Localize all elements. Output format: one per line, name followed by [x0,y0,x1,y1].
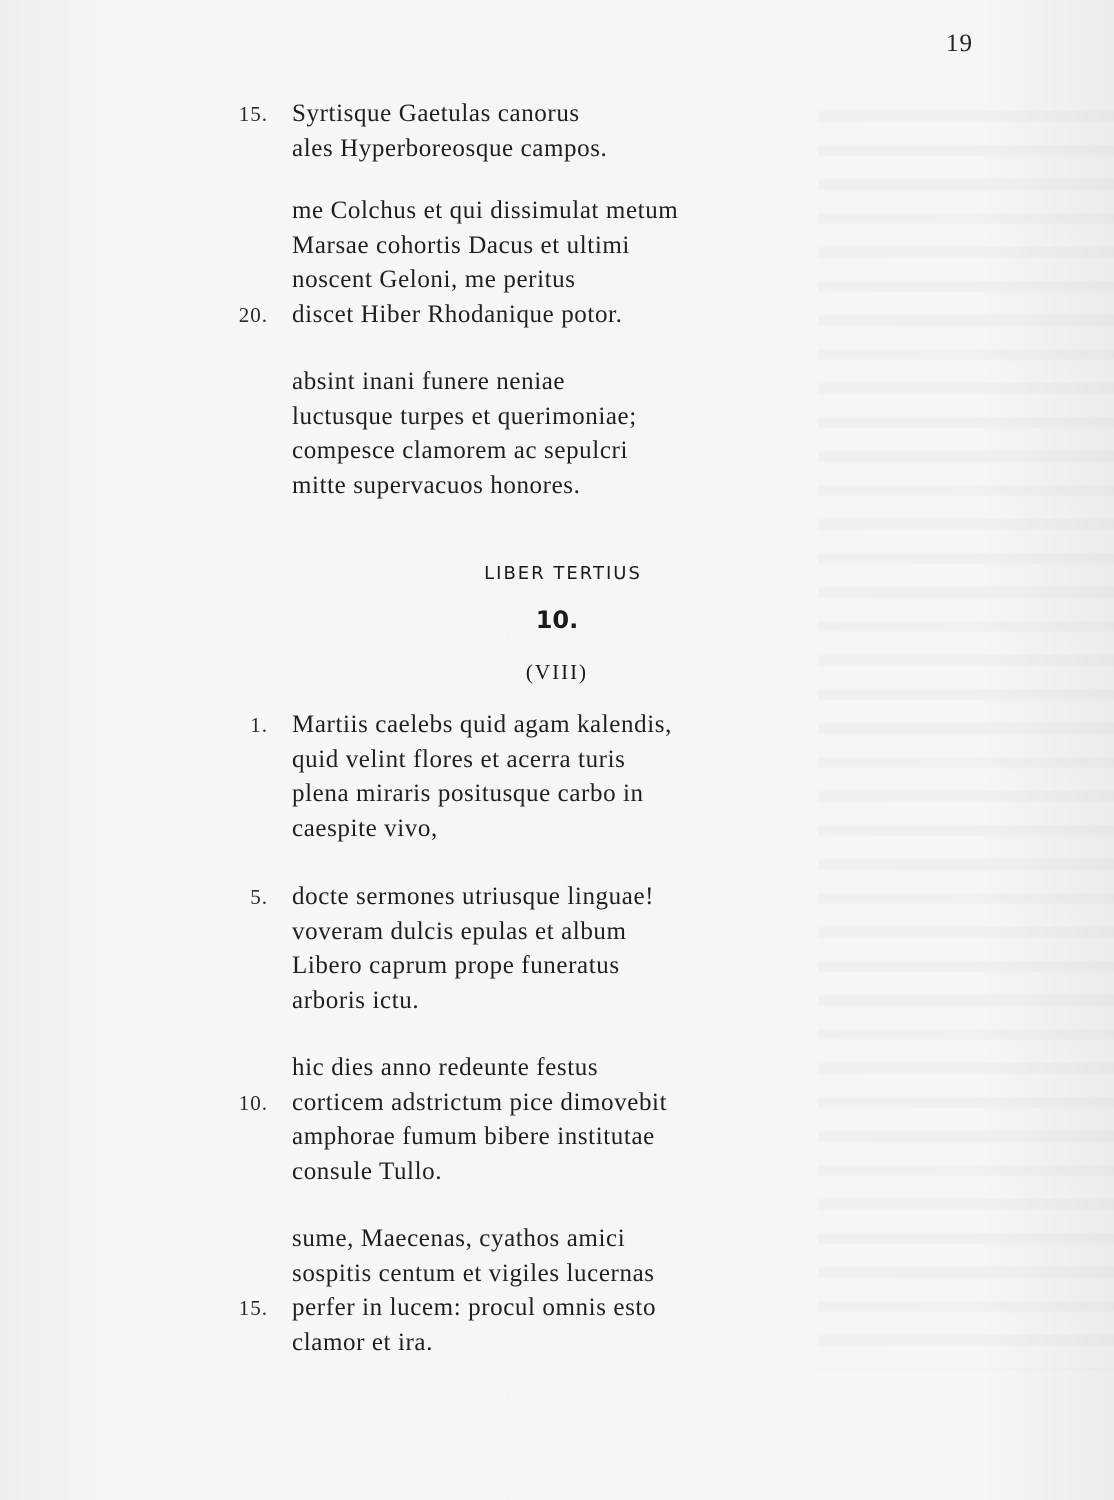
verse-text: amphorae fumum bibere institutae [292,1123,655,1150]
ode-subtitle: (VIII) [525,660,589,684]
verse-text: compesce clamorem ac sepulcri [292,437,628,464]
verse-text: me Colchus et qui dissimulat metum [292,197,679,224]
verse-line [0,298,1114,333]
verse-line [0,400,1114,435]
verse-text: perfer in lucem: procul omnis esto [292,1294,657,1321]
verse-text: plena miraris positusque carbo in [292,780,644,807]
line-number: 5. [250,885,268,909]
verse-text: discet Hiber Rhodanique potor. [292,300,623,328]
verse-text: Syrtisque Gaetulas canorus [292,100,580,127]
verse-text: docte sermones utriusque linguae! [292,883,655,910]
verse-line [0,915,1114,950]
verse-text: quid velint flores et acerra turis [292,745,626,773]
line-number: 10. [238,1090,268,1115]
verse-line [0,97,1114,132]
stanza [0,1222,1114,1360]
verse-text: sospitis centum et vigiles lucernas [292,1259,655,1287]
line-number: 15. [238,1296,268,1320]
verse-text: hic dies anno redeunte festus [292,1054,599,1081]
verse-line [0,194,1114,229]
verse-text: arboris ictu. [292,986,420,1014]
book-title: LIBER TERTIUS [484,563,642,584]
verse-text: Marsae cohortis Dacus et ultimi [292,231,630,259]
stanza [0,880,1114,1018]
verse-line [0,263,1114,298]
verse-line [0,812,1114,847]
verse-text: consule Tullo. [292,1157,443,1185]
verse-text: noscent Geloni, me peritus [292,266,576,293]
verse-line [0,1120,1114,1155]
verse-line [0,949,1114,984]
verse-text: clamor et ira. [292,1328,433,1356]
verse-line [0,777,1114,812]
verse-text: sume, Maecenas, cyathos amici [292,1225,626,1252]
stanza [0,365,1114,503]
stanza [0,708,1114,846]
verse-line [0,743,1114,778]
verse-line [0,1326,1114,1361]
verse-text: absint inani funere neniae [292,368,566,395]
ode-number: 10. [535,606,579,634]
line-number: 1. [250,713,268,737]
verse-line [0,434,1114,469]
page-number: 19 [946,30,973,57]
line-number: 20. [238,302,268,327]
verse-line [0,1051,1114,1086]
stanza [0,1051,1114,1189]
verse-text: caespite vivo, [292,814,438,842]
verse-line [0,1155,1114,1190]
verse-line [0,1222,1114,1257]
verse-line [0,1086,1114,1121]
stanza [0,194,1114,332]
verse-text: Libero caprum prope funeratus [292,952,620,979]
verse-text: Martiis caelebs quid agam kalendis, [292,711,672,738]
verse-line [0,469,1114,504]
verse-text: voveram dulcis epulas et album [292,917,627,945]
verse-line [0,229,1114,264]
verse-line [0,708,1114,743]
verse-text: luctusque turpes et querimoniae; [292,402,637,430]
verse-text: ales Hyperboreosque campos. [292,134,608,162]
verse-line [0,880,1114,915]
verse-text: corticem adstrictum pice dimovebit [292,1088,668,1116]
verse-line [0,365,1114,400]
stanza [0,97,1114,166]
verse-line [0,132,1114,167]
line-number: 15. [238,102,268,126]
verse-line [0,1257,1114,1292]
verse-text: mitte supervacuos honores. [292,471,581,499]
verse-line [0,1291,1114,1326]
verse-line [0,984,1114,1019]
